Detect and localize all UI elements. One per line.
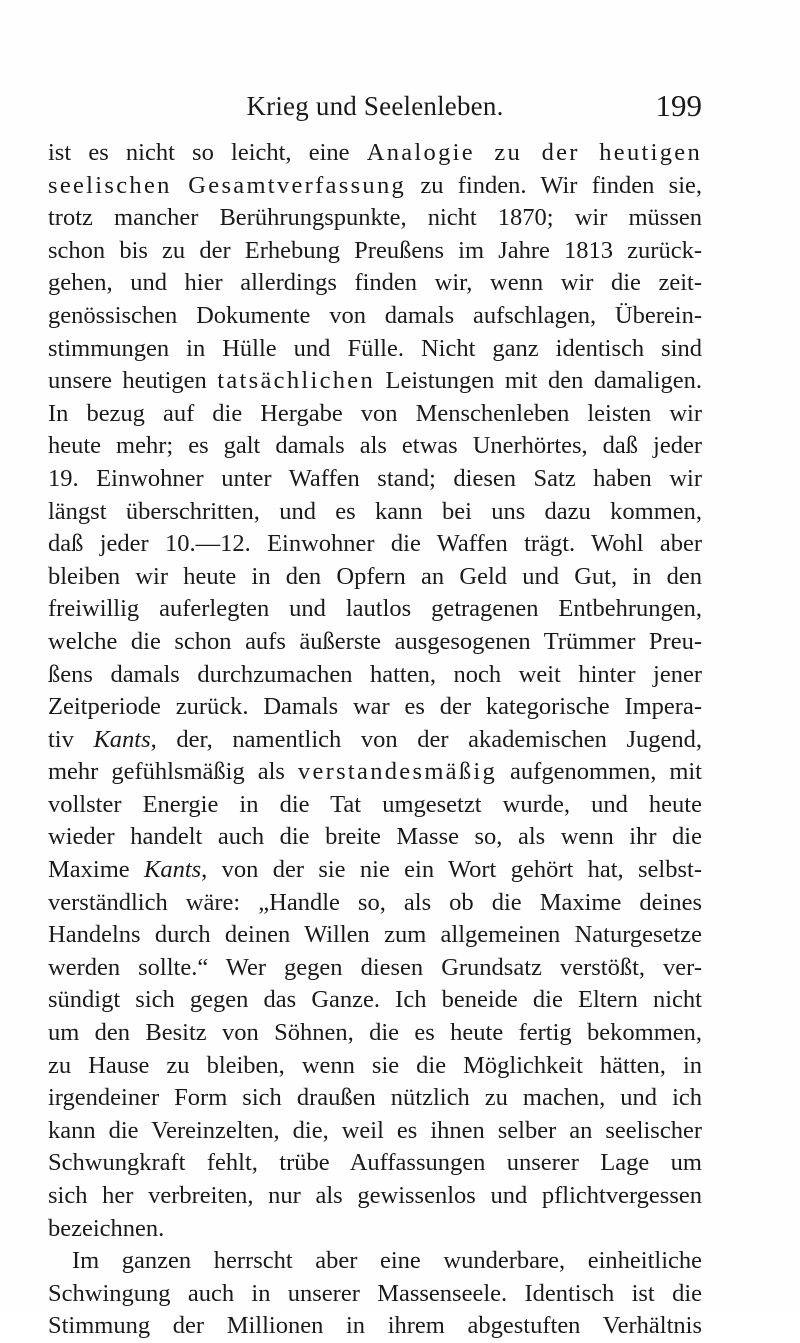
page-number: 199: [655, 88, 702, 123]
text-line: werden sollte.“ Wer gegen diesen Grundsatz verstößt, ver-: [48, 953, 702, 981]
paragraph-start-line: Im ganzen herrscht aber eine wunderbare, einheitliche: [72, 1247, 702, 1275]
name-kants: Kants: [93, 725, 151, 753]
emphasized-text: seelischen Gesamtverfassung: [48, 171, 407, 199]
text-line: Schwingung auch in unserer Massenseele. Identisch ist die: [48, 1279, 702, 1307]
text-line: unsere heutigen tatsächlichen Leistungen mit den damaligen.: [48, 367, 702, 395]
body-text: [48, 137, 702, 1343]
text-line: In bezug auf die Hergabe von Menschenleben leisten wir: [48, 399, 702, 427]
text-line: 19. Einwohner unter Waffen stand; diesen Satz haben wir: [48, 464, 702, 492]
text-line: verständlich wäre: „Handle so, als ob die Maxime deines: [48, 888, 702, 916]
text-line: wieder handelt auch die breite Masse so, als wenn ihr die: [48, 823, 702, 851]
text-line: seelischen Gesamtverfassung zu finden. Wir finden sie,: [48, 171, 702, 199]
text-line: genössischen Dokumente von damals aufschlagen, Überein-: [48, 301, 702, 329]
name-kants: Kants: [143, 856, 202, 884]
text-line: ist es nicht so leicht, eine Analogie zu der heutigen: [48, 139, 702, 166]
text-line: gehen, und hier allerdings finden wir, wenn wir die zeit-: [48, 269, 702, 297]
text-line: tiv Kants, der, namentlich von der akademischen Jugend,: [48, 725, 702, 753]
text-line: kann die Vereinzelten, die, weil es ihnen selber an seelischer: [48, 1116, 702, 1144]
running-title: Krieg und Seelenleben.: [246, 91, 504, 121]
text-line: schon bis zu der Erhebung Preußens im Jahre 1813 zurück-: [48, 236, 702, 264]
text-line: längst überschritten, und es kann bei uns dazu kommen,: [48, 497, 702, 525]
text-line: um den Besitz von Söhnen, die es heute fertig bekommen,: [48, 1019, 702, 1047]
running-head: [48, 86, 702, 126]
text-line: ßens damals durchzumachen hatten, noch weit hinter jener: [48, 660, 702, 688]
text-line: welche die schon aufs äußerste ausgesogenen Trümmer Preu-: [48, 627, 702, 655]
text-line: Stimmung der Millionen in ihrem abgestuften Verhältnis: [48, 1312, 702, 1340]
text-line: vollster Energie in die Tat umgesetzt wurde, und heute: [48, 790, 702, 818]
text-line: mehr gefühlsmäßig als verstandesmäßig aufgenommen, mit: [48, 758, 702, 786]
text-line: irgendeiner Form sich draußen nützlich zu machen, und ich: [48, 1084, 702, 1112]
text-line: trotz mancher Berührungspunkte, nicht 1870; wir müssen: [48, 204, 702, 232]
text-line: Schwungkraft fehlt, trübe Auffassungen unserer Lage um: [48, 1149, 702, 1177]
text-line: daß jeder 10.—12. Einwohner die Waffen trägt. Wohl aber: [48, 530, 702, 558]
text-line: sündigt sich gegen das Ganze. Ich beneide die Eltern nicht: [48, 986, 702, 1014]
emphasized-text: tatsächlichen: [217, 367, 376, 395]
paragraph-end-line: bezeichnen.: [48, 1214, 165, 1242]
text-line: stimmungen in Hülle und Fülle. Nicht ganz identisch sind: [48, 334, 702, 362]
emphasized-text: Analogie zu der heutigen: [366, 139, 702, 166]
text-line: Zeitperiode zurück. Damals war es der kategorische Impera-: [48, 693, 702, 721]
emphasized-text: verstandesmäßig: [297, 758, 498, 786]
text-line: zu Hause zu bleiben, wenn sie die Möglichkeit hätten, in: [48, 1051, 702, 1079]
text-line: Maxime Kants, von der sie nie ein Wort gehört hat, selbst-: [48, 856, 702, 884]
text-line: freiwillig auferlegten und lautlos getragenen Entbehrungen,: [48, 595, 702, 623]
text-line: heute mehr; es galt damals als etwas Unerhörtes, daß jeder: [48, 432, 702, 460]
text-line: bleiben wir heute in den Opfern an Geld und Gut, in den: [48, 562, 702, 590]
text-line: Handelns durch deinen Willen zum allgemeinen Naturgesetze: [48, 921, 702, 949]
text-line: sich her verbreiten, nur als gewissenlos und pflichtvergessen: [48, 1182, 702, 1209]
